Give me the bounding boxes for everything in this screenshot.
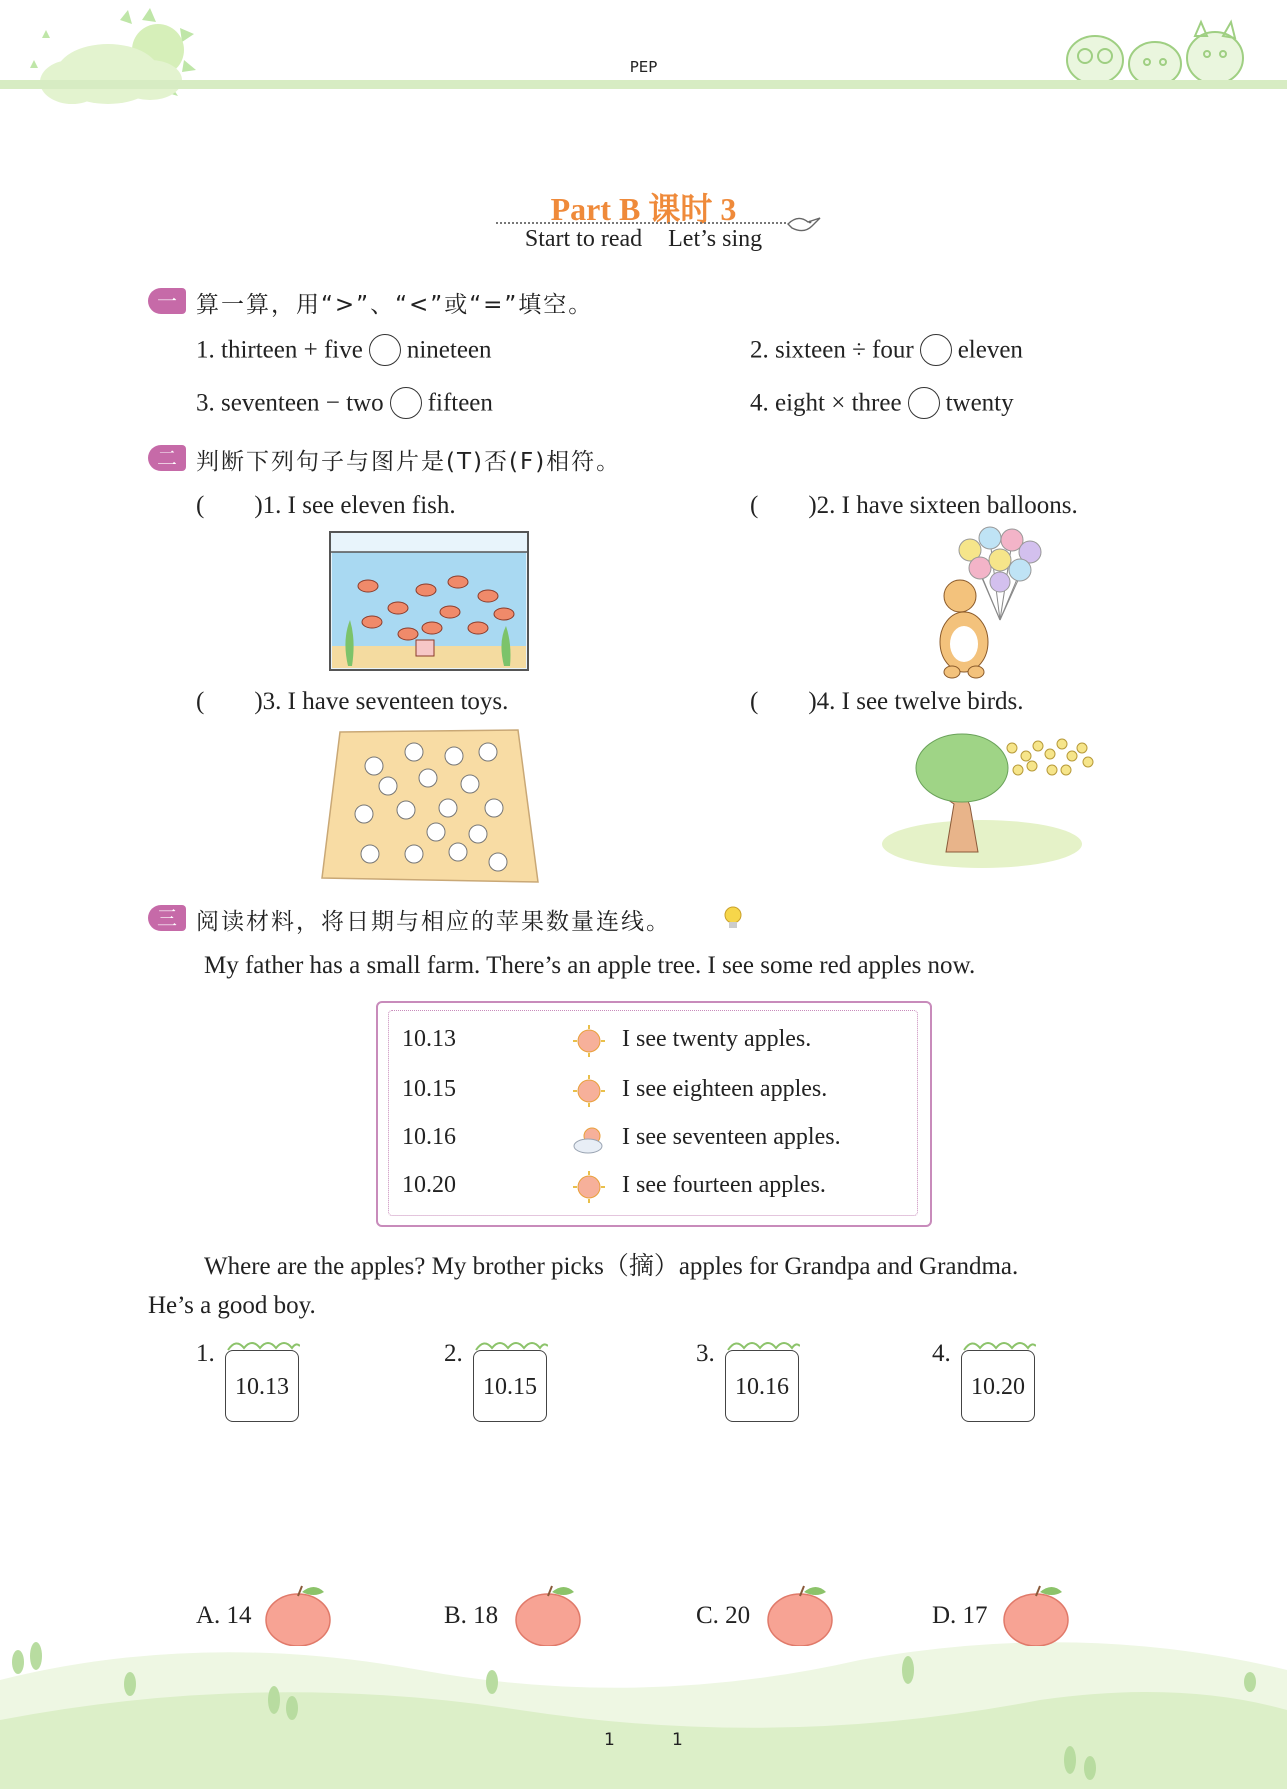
answer-circle-1[interactable]: [369, 334, 401, 366]
judge-sentence-2: 2. I have sixteen balloons.: [816, 492, 1078, 519]
apple-icon[interactable]: [512, 1584, 584, 1646]
apple-icon[interactable]: [764, 1584, 836, 1646]
subtitle-lets-sing: Let’s sing: [668, 226, 763, 252]
apple-icon[interactable]: [262, 1584, 334, 1646]
compare-item-4-right: twenty: [945, 389, 1014, 417]
judge-blank-3[interactable]: ( ): [196, 688, 263, 715]
page-title: Part B 课时 3: [550, 191, 737, 227]
subtitle-start-to-read: Start to read: [524, 226, 643, 252]
judge-blank-4[interactable]: ( ): [750, 688, 817, 715]
header-animals-decoration: [1055, 18, 1255, 88]
table-row-text-1: I see twenty apples.: [622, 1026, 812, 1052]
option-d-label: D. 17: [932, 1602, 988, 1629]
section1-badge: 一: [148, 288, 186, 314]
sunny-icon: [572, 1170, 606, 1204]
compare-item-1-right: nineteen: [406, 336, 492, 364]
answer-circle-3[interactable]: [390, 387, 422, 419]
page-subtitle: [0, 226, 1287, 253]
compare-item-3-left: 3. seventeen − two: [196, 389, 384, 417]
table-row-text-4: I see fourteen apples.: [622, 1172, 826, 1198]
judge-blank-2[interactable]: ( ): [750, 492, 817, 519]
compare-item-2-left: 2. sixteen ÷ four: [750, 336, 914, 364]
compare-item-2: [750, 336, 1023, 368]
judge-item-1: [196, 492, 456, 520]
cloudy-icon: [570, 1122, 608, 1156]
tree-birds-illustration: [882, 726, 1098, 874]
section3-badge: 三: [148, 905, 186, 931]
judge-sentence-1: 1. I see eleven fish.: [262, 492, 456, 519]
option-a-label: A. 14: [196, 1602, 252, 1629]
table-row-date-1: 10.13: [402, 1026, 456, 1052]
judge-blank-1[interactable]: ( ): [196, 492, 263, 519]
section2-badge: 二: [148, 445, 186, 471]
jar-number-3: 3.: [696, 1340, 715, 1367]
section2-title: 判断下列句子与图片是(T)否(F)相符。: [196, 449, 622, 475]
table-row-date-2: 10.15: [402, 1076, 456, 1102]
section3-title: 阅读材料，将日期与相应的苹果数量连线。: [196, 909, 671, 935]
section1-title: 算一算，用“>”、“<”或“=”填空。: [196, 292, 594, 318]
header-label: PEP: [629, 58, 658, 76]
table-row-text-3: I see seventeen apples.: [622, 1124, 841, 1150]
compare-item-3-right: fifteen: [427, 389, 493, 417]
table-row-text-2: I see eighteen apples.: [622, 1076, 828, 1102]
jar-number-1: 1.: [196, 1340, 215, 1367]
option-b-label: B. 18: [444, 1602, 499, 1629]
jar-date-1[interactable]: 10.13: [225, 1350, 299, 1422]
apple-icon[interactable]: [1000, 1584, 1072, 1646]
jar-number-2: 2.: [444, 1340, 463, 1367]
option-c-label: C. 20: [696, 1602, 751, 1629]
bottom-hills-decoration: [0, 1600, 1287, 1789]
jar-date-4[interactable]: 10.20: [961, 1350, 1035, 1422]
sunny-icon: [572, 1024, 606, 1058]
compare-item-3: [196, 389, 493, 421]
section3-outro-line1: Where are the apples? My brother picks（摘）apples for Grandpa and Grandma.: [204, 1253, 1019, 1280]
judge-item-2: [750, 492, 1078, 520]
header-line: [0, 80, 1287, 89]
section3-intro: My father has a small farm. There’s an apple tree. I see some red apples now.: [204, 952, 976, 979]
judge-sentence-4: 4. I see twelve birds.: [816, 688, 1024, 715]
page-number-left: 1: [604, 1730, 615, 1750]
compare-item-4: [750, 389, 1014, 421]
bear-balloons-illustration: [930, 520, 1050, 682]
lightbulb-icon: [722, 905, 744, 931]
answer-circle-2[interactable]: [920, 334, 952, 366]
judge-sentence-3: 3. I have seventeen toys.: [262, 688, 509, 715]
compare-item-1: [196, 336, 492, 368]
jar-date-3[interactable]: 10.16: [725, 1350, 799, 1422]
title-dotted-line: [496, 222, 786, 224]
sunny-icon: [572, 1074, 606, 1108]
compare-item-4-left: 4. eight × three: [750, 389, 902, 417]
section3-outro-line2: He’s a good boy.: [148, 1292, 316, 1319]
table-row-date-3: 10.16: [402, 1124, 456, 1150]
toys-blanket-illustration: [318, 726, 540, 886]
fish-tank-illustration: [328, 530, 530, 672]
page-number-right: 1: [672, 1730, 683, 1750]
table-row-date-4: 10.20: [402, 1172, 456, 1198]
compare-item-1-left: 1. thirteen + five: [196, 336, 363, 364]
judge-item-4: [750, 688, 1024, 716]
judge-item-3: [196, 688, 508, 716]
answer-circle-4[interactable]: [908, 387, 940, 419]
jar-date-2[interactable]: 10.15: [473, 1350, 547, 1422]
compare-item-2-right: eleven: [957, 336, 1023, 364]
jar-number-4: 4.: [932, 1340, 951, 1367]
